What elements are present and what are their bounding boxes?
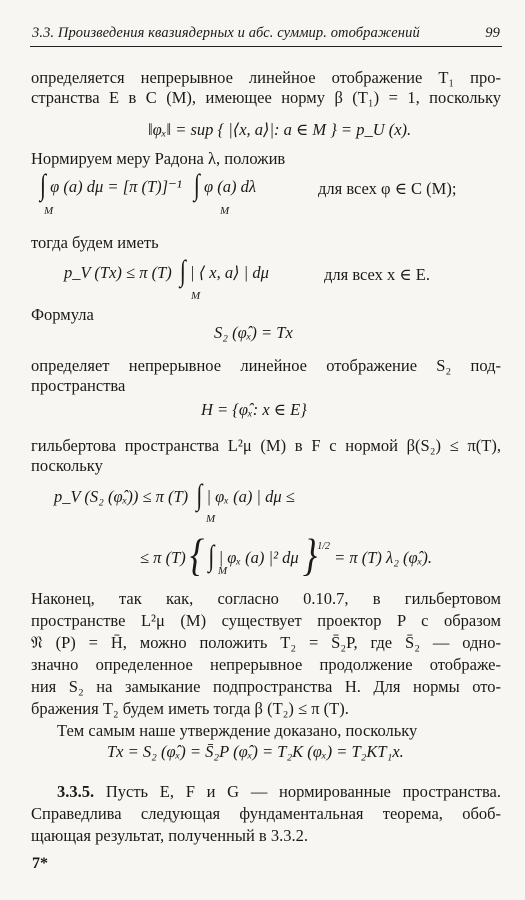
exponent: 1/2	[317, 540, 330, 552]
formula-s2: S₂ (φ̂ₓ) = Tx	[214, 323, 293, 342]
text-line: тогда будем иметь	[31, 233, 159, 252]
integral-limit: M	[44, 205, 54, 217]
text-line: значно определенное непрерывное продолжение отображе-	[31, 655, 501, 674]
text-line: странства E в C (M), имеющее норму β (T₁) = 1, поскольку	[31, 88, 501, 107]
signature-mark: 7*	[32, 855, 48, 872]
formula-part: ≤ π (T)	[140, 548, 186, 567]
header-title: 3.3. Произведения квазиядерных и абс. суммир. отображений	[32, 25, 420, 41]
integral-sign: ∫	[193, 167, 200, 202]
formula-part: | ⟨ x, a⟩ | dμ	[190, 263, 269, 282]
formula-part: | φₓ (a) |² dμ	[218, 548, 299, 567]
running-header	[32, 25, 500, 42]
integral-sign: ∫	[208, 538, 215, 573]
text-line: Тем самым наше утверждение доказано, поскольку	[57, 721, 418, 740]
section-number: 3.3.5.	[57, 782, 95, 801]
text-line: определяет непрерывное линейное отображение S₂ под-	[31, 356, 501, 375]
formula-condition: для всех x ∈ E.	[324, 265, 430, 284]
formula-measure	[40, 167, 257, 202]
text-line: Наконец, так как, согласно 0.10.7, в гильбертовом	[31, 589, 501, 608]
text-line: гильбертова пространства L²μ (M) в F с нормой β(S₂) ≤ π(T),	[31, 436, 501, 455]
formula-norm: ‖φₓ‖ = sup { |⟨x, a⟩|: a ∈ M } = p_U (x).	[148, 120, 412, 139]
text-line: Справедлива следующая фундаментальная теорема, обоб-	[31, 804, 501, 823]
formula-part: = π (T) λ₂ (φ̂ₓ).	[334, 548, 432, 567]
text-line: бражения T₂ будем иметь тогда β (T₂) ≤ π (T).	[31, 699, 349, 718]
text-line: Формула	[31, 305, 94, 324]
text-line: поскольку	[31, 456, 103, 475]
formula-final: Tx = S₂ (φ̂ₓ) = S̄₂P (φ̂ₓ) = T₂K (φₓ) = T₂KT₁x.	[107, 742, 404, 761]
formula-subspace-h: H = {φ̂ₓ: x ∈ E}	[201, 400, 307, 419]
integral-limit: M	[206, 513, 216, 525]
text-line: щающая результат, полученный в 3.3.2.	[31, 826, 308, 845]
theorem-intro	[57, 782, 501, 802]
formula-part: p_V (S₂ (φ̂ₓ)) ≤ π (T)	[54, 487, 189, 506]
formula-pv-estimate	[64, 253, 269, 288]
text-line: Пусть E, F и G — нормированные пространства.	[105, 782, 502, 801]
text-line: ния S₂ на замыкание подпространства H. Для нормы ото-	[31, 677, 501, 696]
right-brace: }	[302, 530, 318, 580]
integral-limit: M	[220, 205, 230, 217]
text-line: пространстве L²μ (M) существует проектор P с образом	[31, 611, 501, 630]
formula-s2-estimate	[54, 477, 295, 512]
formula-part: φ (a) dλ	[204, 177, 257, 196]
text-line: Нормируем меру Радона λ, положив	[31, 149, 286, 168]
text-line: определяется непрерывное линейное отображение T₁ про-	[31, 68, 501, 87]
integral-limit: M	[218, 565, 228, 577]
formula-part: | φₓ (a) | dμ ≤	[206, 487, 295, 506]
text-line: пространства	[31, 376, 126, 395]
integral-sign: ∫	[179, 253, 186, 288]
integral-limit: M	[191, 290, 201, 302]
left-brace: {	[189, 530, 205, 580]
header-rule	[30, 46, 502, 47]
formula-l2-bound	[140, 530, 432, 580]
text-line: 𝔑 (P) = H̄, можно положить T₂ = S̄₂P, где S̄₂ — одно-	[31, 633, 501, 652]
formula-part: φ (a) dμ = [π (T)]⁻¹	[50, 177, 182, 196]
formula-part: p_V (Tx) ≤ π (T)	[64, 263, 172, 282]
integral-sign: ∫	[40, 167, 47, 202]
page-number: 99	[485, 25, 500, 41]
formula-condition: для всех φ ∈ C (M);	[318, 179, 457, 198]
integral-sign: ∫	[196, 477, 203, 512]
